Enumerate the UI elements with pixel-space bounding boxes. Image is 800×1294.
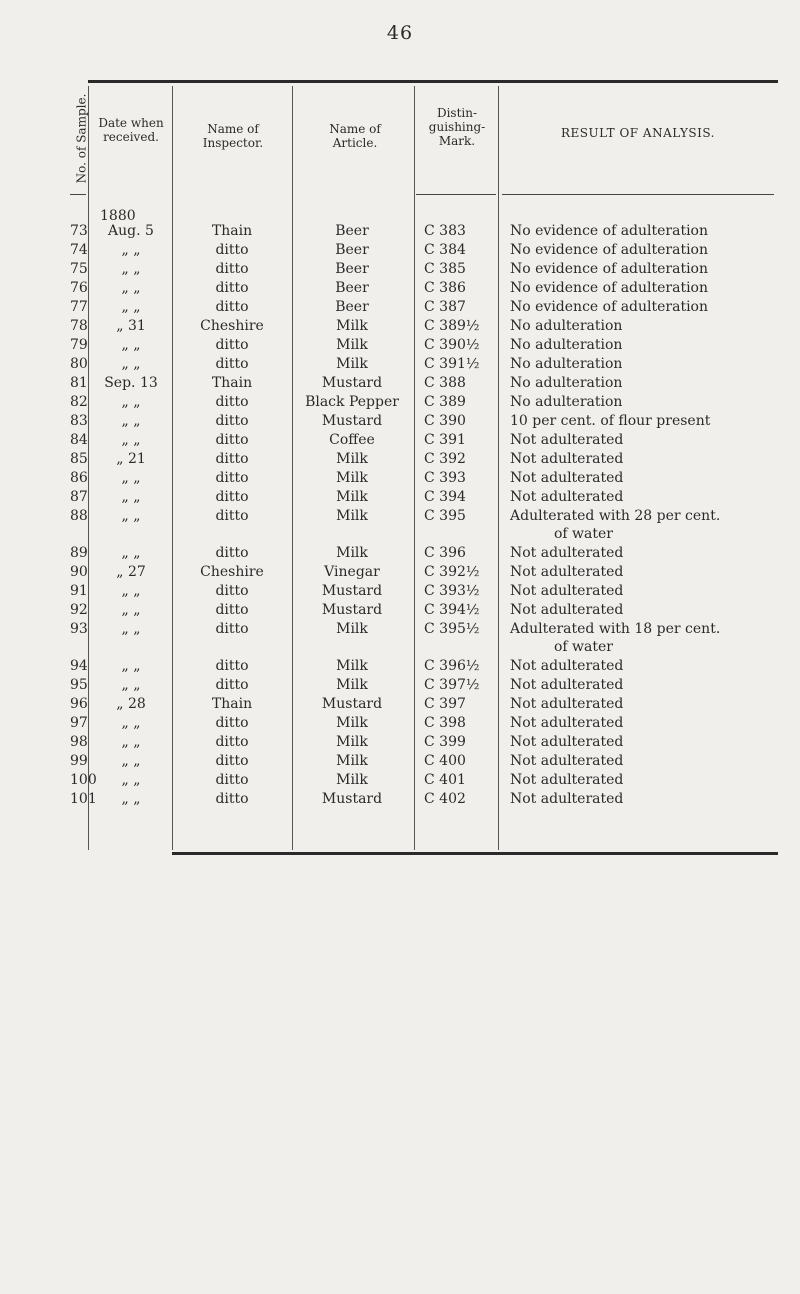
sample-number-cell: 73 — [70, 223, 88, 239]
result-cell — [510, 260, 778, 278]
date-cell: „ „ — [121, 413, 141, 429]
date-cell: „ „ — [121, 394, 141, 410]
year-label: 1880 — [100, 208, 136, 224]
analysis-table — [70, 78, 778, 858]
date-cell: „ „ — [121, 242, 141, 258]
result-cell — [510, 450, 778, 468]
table-row — [70, 714, 778, 733]
table-row — [70, 298, 778, 317]
table-row — [70, 355, 778, 374]
result-cell — [510, 355, 778, 373]
sample-number-cell: 96 — [70, 696, 88, 712]
result-cell — [510, 412, 778, 430]
inspector-cell: Thain — [211, 223, 253, 239]
article-cell: Milk — [336, 545, 368, 561]
result-text: Adulterated with 28 per cent. — [510, 508, 721, 524]
header-rule — [502, 194, 774, 195]
article-cell: Milk — [336, 677, 368, 693]
inspector-cell: ditto — [215, 299, 249, 315]
inspector-cell: ditto — [215, 772, 249, 788]
sample-number-cell: 98 — [70, 734, 88, 750]
mark-cell: C 391 — [424, 432, 466, 448]
date-cell: „ „ — [121, 337, 141, 353]
mark-cell: C 397 — [424, 696, 466, 712]
result-cell — [510, 752, 778, 770]
header-distinguishing-mark: Distin- guishing- Mark. — [428, 106, 486, 148]
inspector-cell: ditto — [215, 280, 249, 296]
inspector-cell: ditto — [215, 602, 249, 618]
article-cell: Milk — [336, 621, 368, 637]
result-cell — [510, 393, 778, 411]
inspector-cell: ditto — [215, 677, 249, 693]
inspector-cell: ditto — [215, 261, 249, 277]
date-cell: „ „ — [121, 791, 141, 807]
inspector-cell: ditto — [215, 583, 249, 599]
inspector-cell: ditto — [215, 489, 249, 505]
table-row — [70, 279, 778, 298]
inspector-cell: ditto — [215, 791, 249, 807]
result-text: Not adulterated — [510, 545, 624, 561]
result-text: Not adulterated — [510, 583, 624, 599]
mark-cell: C 394½ — [424, 602, 480, 618]
result-cell — [510, 601, 778, 619]
inspector-cell: Cheshire — [200, 318, 264, 334]
table-row — [70, 488, 778, 507]
sample-number-cell: 90 — [70, 564, 88, 580]
result-text: Not adulterated — [510, 753, 624, 769]
result-cell — [510, 507, 778, 543]
result-text: Adulterated with 18 per cent. — [510, 621, 721, 637]
sample-number-cell: 84 — [70, 432, 88, 448]
mark-cell: C 391½ — [424, 356, 480, 372]
sample-number-cell: 93 — [70, 621, 88, 637]
result-cell — [510, 790, 778, 808]
date-cell: „ „ — [121, 772, 141, 788]
result-cell — [510, 695, 778, 713]
article-cell: Mustard — [321, 696, 383, 712]
article-cell: Beer — [335, 223, 369, 239]
top-rule — [88, 80, 778, 83]
result-cell — [510, 374, 778, 392]
mark-cell: C 388 — [424, 375, 466, 391]
result-cell — [510, 676, 778, 694]
date-cell: „ „ — [121, 489, 141, 505]
sample-number-cell: 83 — [70, 413, 88, 429]
inspector-cell: Thain — [211, 375, 253, 391]
result-text: No evidence of adulteration — [510, 261, 709, 277]
inspector-cell: Cheshire — [200, 564, 264, 580]
mark-cell: C 392 — [424, 451, 466, 467]
table-row — [70, 676, 778, 695]
article-cell: Milk — [336, 753, 368, 769]
date-cell: „ „ — [121, 470, 141, 486]
article-cell: Milk — [336, 715, 368, 731]
result-text: Not adulterated — [510, 791, 624, 807]
header-inspector: Name of Inspector. — [202, 122, 264, 150]
sample-number-cell: 74 — [70, 242, 88, 258]
inspector-cell: ditto — [215, 242, 249, 258]
article-cell: Mustard — [321, 791, 383, 807]
date-cell: „ „ — [121, 734, 141, 750]
sample-number-cell: 82 — [70, 394, 88, 410]
inspector-cell: ditto — [215, 432, 249, 448]
result-cell — [510, 241, 778, 259]
table-row — [70, 771, 778, 790]
result-text: Not adulterated — [510, 696, 624, 712]
result-cell — [510, 657, 778, 675]
sample-number-cell: 86 — [70, 470, 88, 486]
result-text: No evidence of adulteration — [510, 223, 709, 239]
article-cell: Mustard — [321, 602, 383, 618]
article-cell: Milk — [336, 734, 368, 750]
table-row — [70, 222, 778, 241]
table-row — [70, 733, 778, 752]
inspector-cell: ditto — [215, 545, 249, 561]
table-row — [70, 601, 778, 620]
article-cell: Milk — [336, 470, 368, 486]
table-row — [70, 507, 778, 544]
article-cell: Milk — [336, 337, 368, 353]
result-text: Not adulterated — [510, 715, 624, 731]
table-row — [70, 336, 778, 355]
sample-number-cell: 87 — [70, 489, 88, 505]
sample-number-cell: 97 — [70, 715, 88, 731]
inspector-cell: ditto — [215, 451, 249, 467]
table-row — [70, 412, 778, 431]
mark-cell: C 393½ — [424, 583, 480, 599]
header-rule — [70, 194, 86, 195]
date-cell: „ 21 — [116, 451, 146, 467]
inspector-cell: ditto — [215, 621, 249, 637]
table-row — [70, 317, 778, 336]
result-cell — [510, 298, 778, 316]
date-cell: „ „ — [121, 753, 141, 769]
sample-number-cell: 76 — [70, 280, 88, 296]
result-text: Not adulterated — [510, 602, 624, 618]
table-row — [70, 790, 778, 809]
result-continuation: of water — [554, 639, 613, 655]
inspector-cell: ditto — [215, 356, 249, 372]
result-text: Not adulterated — [510, 677, 624, 693]
article-cell: Milk — [336, 489, 368, 505]
date-cell: „ 31 — [116, 318, 146, 334]
article-cell: Beer — [335, 242, 369, 258]
date-cell: Aug. 5 — [108, 223, 154, 239]
result-cell — [510, 317, 778, 335]
header-rule — [416, 194, 496, 195]
mark-cell: C 400 — [424, 753, 466, 769]
sample-number-cell: 75 — [70, 261, 88, 277]
inspector-cell: Thain — [211, 696, 253, 712]
date-cell: „ „ — [121, 658, 141, 674]
result-cell — [510, 733, 778, 751]
article-cell: Beer — [335, 299, 369, 315]
mark-cell: C 385 — [424, 261, 466, 277]
result-text: No adulteration — [510, 356, 623, 372]
date-cell: „ „ — [121, 356, 141, 372]
inspector-cell: ditto — [215, 470, 249, 486]
article-cell: Mustard — [321, 413, 383, 429]
article-cell: Milk — [336, 772, 368, 788]
result-text: No evidence of adulteration — [510, 280, 709, 296]
inspector-cell: ditto — [215, 715, 249, 731]
sample-number-cell: 77 — [70, 299, 88, 315]
table-row — [70, 431, 778, 450]
sample-number-cell: 100 — [70, 772, 97, 788]
sample-number-cell: 101 — [70, 791, 97, 807]
table-row — [70, 469, 778, 488]
article-cell: Milk — [336, 451, 368, 467]
sample-number-cell: 85 — [70, 451, 88, 467]
table-row — [70, 695, 778, 714]
mark-cell: C 395 — [424, 508, 466, 524]
mark-cell: C 390 — [424, 413, 466, 429]
mark-cell: C 393 — [424, 470, 466, 486]
inspector-cell: ditto — [215, 753, 249, 769]
date-cell: „ 27 — [116, 564, 146, 580]
article-cell: Mustard — [321, 375, 383, 391]
date-cell: „ „ — [121, 545, 141, 561]
table-row — [70, 374, 778, 393]
table-row — [70, 657, 778, 676]
result-cell — [510, 620, 778, 656]
date-cell: „ 28 — [116, 696, 146, 712]
article-cell: Mustard — [321, 583, 383, 599]
mark-cell: C 394 — [424, 489, 466, 505]
result-continuation: of water — [554, 526, 613, 542]
result-text: No adulteration — [510, 337, 623, 353]
date-cell: „ „ — [121, 280, 141, 296]
mark-cell: C 383 — [424, 223, 466, 239]
table-row — [70, 393, 778, 412]
table-row — [70, 563, 778, 582]
sample-number-cell: 95 — [70, 677, 88, 693]
mark-cell: C 395½ — [424, 621, 480, 637]
table-row — [70, 450, 778, 469]
inspector-cell: ditto — [215, 734, 249, 750]
sample-number-cell: 79 — [70, 337, 88, 353]
article-cell: Coffee — [329, 432, 375, 448]
header-result: RESULT OF ANALYSIS. — [561, 126, 715, 140]
result-text: Not adulterated — [510, 451, 624, 467]
mark-cell: C 401 — [424, 772, 466, 788]
result-cell — [510, 469, 778, 487]
result-cell — [510, 279, 778, 297]
sample-number-cell: 78 — [70, 318, 88, 334]
inspector-cell: ditto — [215, 508, 249, 524]
result-text: No evidence of adulteration — [510, 299, 709, 315]
result-text: No adulteration — [510, 375, 623, 391]
result-cell — [510, 336, 778, 354]
sample-number-cell: 94 — [70, 658, 88, 674]
mark-cell: C 386 — [424, 280, 466, 296]
result-text: No evidence of adulteration — [510, 242, 709, 258]
table-row — [70, 582, 778, 601]
article-cell: Vinegar — [324, 564, 380, 580]
date-cell: „ „ — [121, 299, 141, 315]
sample-number-cell: 99 — [70, 753, 88, 769]
header-sample-number: No. of Sample. — [74, 93, 89, 184]
result-cell — [510, 582, 778, 600]
sample-number-cell: 80 — [70, 356, 88, 372]
article-cell: Milk — [336, 658, 368, 674]
table-row — [70, 544, 778, 563]
result-text: Not adulterated — [510, 564, 624, 580]
result-cell — [510, 488, 778, 506]
article-cell: Beer — [335, 280, 369, 296]
result-cell — [510, 544, 778, 562]
result-text: Not adulterated — [510, 432, 624, 448]
result-text: Not adulterated — [510, 772, 624, 788]
mark-cell: C 384 — [424, 242, 466, 258]
result-text: Not adulterated — [510, 734, 624, 750]
date-cell: „ „ — [121, 602, 141, 618]
date-cell: „ „ — [121, 583, 141, 599]
result-cell — [510, 563, 778, 581]
date-cell: „ „ — [121, 621, 141, 637]
mark-cell: C 392½ — [424, 564, 480, 580]
sample-number-cell: 81 — [70, 375, 88, 391]
mark-cell: C 396½ — [424, 658, 480, 674]
result-cell — [510, 431, 778, 449]
date-cell: „ „ — [121, 432, 141, 448]
date-cell: „ „ — [121, 677, 141, 693]
table-row — [70, 752, 778, 771]
inspector-cell: ditto — [215, 394, 249, 410]
bottom-rule — [172, 852, 778, 855]
inspector-cell: ditto — [215, 337, 249, 353]
table-row — [70, 260, 778, 279]
header-article: Name of Article. — [329, 122, 381, 150]
inspector-cell: ditto — [215, 658, 249, 674]
mark-cell: C 389½ — [424, 318, 480, 334]
table-row — [70, 241, 778, 260]
result-text: 10 per cent. of flour present — [510, 413, 711, 429]
header-date-received: Date when received. — [98, 116, 164, 144]
date-cell: „ „ — [121, 261, 141, 277]
mark-cell: C 389 — [424, 394, 466, 410]
result-text: No adulteration — [510, 318, 623, 334]
date-cell: „ „ — [121, 715, 141, 731]
result-cell — [510, 771, 778, 789]
inspector-cell: ditto — [215, 413, 249, 429]
sample-number-cell: 88 — [70, 508, 88, 524]
result-cell — [510, 222, 778, 240]
mark-cell: C 387 — [424, 299, 466, 315]
result-text: Not adulterated — [510, 470, 624, 486]
sample-number-cell: 89 — [70, 545, 88, 561]
result-cell — [510, 714, 778, 732]
article-cell: Black Pepper — [305, 394, 399, 410]
article-cell: Beer — [335, 261, 369, 277]
mark-cell: C 396 — [424, 545, 466, 561]
date-cell: „ „ — [121, 508, 141, 524]
sample-number-cell: 92 — [70, 602, 88, 618]
article-cell: Milk — [336, 318, 368, 334]
mark-cell: C 398 — [424, 715, 466, 731]
result-text: Not adulterated — [510, 658, 624, 674]
date-cell: Sep. 13 — [104, 375, 158, 391]
mark-cell: C 399 — [424, 734, 466, 750]
sample-number-cell: 91 — [70, 583, 88, 599]
mark-cell: C 402 — [424, 791, 466, 807]
article-cell: Milk — [336, 356, 368, 372]
table-row — [70, 620, 778, 657]
table-body — [70, 222, 778, 809]
mark-cell: C 390½ — [424, 337, 480, 353]
result-text: No adulteration — [510, 394, 623, 410]
article-cell: Milk — [336, 508, 368, 524]
mark-cell: C 397½ — [424, 677, 480, 693]
page-number: 46 — [386, 22, 414, 44]
result-text: Not adulterated — [510, 489, 624, 505]
